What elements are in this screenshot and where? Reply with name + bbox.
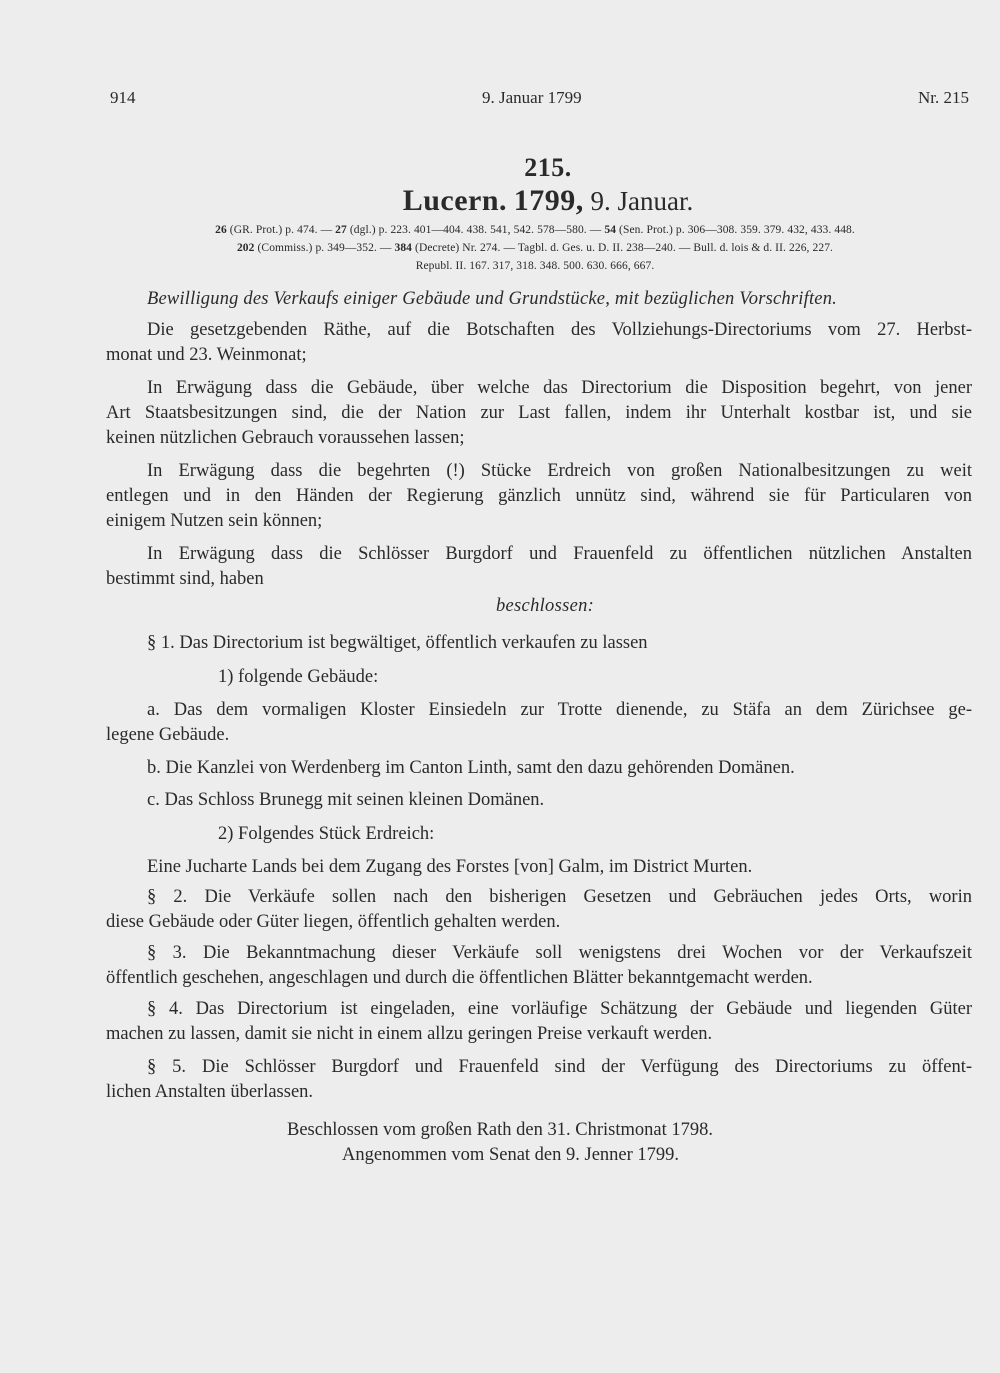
whereas-line: In Erwägung dass die Schlösser Burgdorf und Frauenfeld zu öffentlichen nützlichen Anstalten [147, 544, 972, 564]
document-subject: Bewilligung des Verkaufs einiger Gebäude und Grundstücke, mit bezüglichen Vorschriften. [147, 289, 837, 309]
section-4: machen zu lassen, damit sie nicht in einem allzu geringen Preise verkauft werden. [106, 1024, 713, 1044]
section-1-item-1: 1) folgende Gebäude: [218, 667, 379, 687]
whereas-line: In Erwägung dass die begehrten (!) Stücke Erdreich von großen Nationalbesitzungen zu weit [147, 461, 972, 481]
section-5: lichen Anstalten überlassen. [106, 1082, 314, 1102]
ref-text: (dgl.) p. 223. 401—404. 438. 541, 542. 578—580. — [346, 224, 605, 236]
preamble-line: Die gesetzgebenden Räthe, auf die Botschaften des Vollziehungs-Directoriums vom 27. Herbst- [147, 320, 972, 340]
section-2: § 2. Die Verkäufe sollen nach den bisherigen Gesetzen und Gebräuchen jedes Orts, worin [147, 887, 972, 907]
section-1-item-a: a. Das dem vormaligen Kloster Einsiedeln zur Trotte dienende, zu Stäfa an dem Zürichsee ge- [147, 700, 972, 720]
section-1-item-c: c. Das Schloss Brunegg mit seinen kleinen Domänen. [147, 790, 545, 810]
ref-text: (Commiss.) p. 349—352. — [254, 242, 395, 254]
document-title [0, 184, 1000, 218]
resolved-heading: beschlossen: [496, 596, 595, 616]
closing-accepted: Angenommen vom Senat den 9. Jenner 1799. [342, 1145, 680, 1165]
ref-bold: 384 [394, 242, 413, 254]
ref-bold: 27 [335, 224, 347, 236]
whereas-line: Art Staatsbesitzungen sind, die der Nation zur Last fallen, indem ihr Unterhalt kostbar ist, und sie [106, 403, 972, 423]
ref-bold: 202 [236, 242, 255, 254]
section-1-item-2-text: Eine Jucharte Lands bei dem Zugang des Forstes [von] Galm, im District Murten. [147, 857, 753, 877]
section-2: diese Gebäude oder Güter liegen, öffentlich gehalten werden. [106, 912, 561, 932]
whereas-line: keinen nützlichen Gebrauch voraussehen lassen; [106, 428, 465, 448]
place-name: Lucern. [402, 184, 508, 217]
header-document-number: Nr. 215 [918, 88, 969, 107]
whereas-line: entlegen und in den Händen der Regierung gänzlich unnütz sind, während sie für Particularen von [106, 486, 972, 506]
section-1-item-2: 2) Folgendes Stück Erdreich: [218, 824, 435, 844]
reference-line-1 [0, 224, 1000, 236]
whereas-line: In Erwägung dass die Gebäude, über welche das Directorium die Disposition begehrt, von jener [147, 378, 972, 398]
section-1: § 1. Das Directorium ist begwältiget, öffentlich verkaufen zu lassen [147, 633, 648, 653]
header-date: 9. Januar 1799 [482, 88, 582, 107]
whereas-line: bestimmt sind, haben [106, 569, 264, 589]
ref-bold: 54 [604, 224, 617, 236]
section-3: öffentlich geschehen, angeschlagen und durch die öffentlichen Blätter bekanntgemacht werden. [106, 968, 813, 988]
section-3: § 3. Die Bekanntmachung dieser Verkäufe soll wenigstens drei Wochen vor der Verkaufszeit [147, 943, 972, 963]
preamble-line: monat und 23. Weinmonat; [106, 345, 307, 365]
ref-text: (Sen. Prot.) p. 306—308. 359. 379. 432, 433. 448. [616, 224, 855, 236]
section-1-item-b: b. Die Kanzlei von Werdenberg im Canton Linth, samt den dazu gehörenden Domänen. [147, 758, 795, 778]
reference-line-3: Republ. II. 167. 317, 318. 348. 500. 630. 666, 667. [415, 260, 655, 272]
title-year: 1799, [513, 184, 584, 217]
document-number: 215. [524, 153, 572, 182]
ref-text: (Decrete) Nr. 274. — Tagbl. d. Ges. u. D. II. 238—240. — Bull. d. lois & d. II. 226, 227. [412, 242, 834, 254]
section-4: § 4. Das Directorium ist eingeladen, eine vorläufige Schätzung der Gebäude und liegenden Güter [147, 999, 972, 1019]
ref-text: (GR. Prot.) p. 474. — [226, 224, 336, 236]
reference-line-2 [0, 242, 1000, 254]
section-5: § 5. Die Schlösser Burgdorf und Frauenfeld sind der Verfügung des Directoriums zu öffent- [147, 1057, 972, 1077]
whereas-line: einigem Nutzen sein können; [106, 511, 323, 531]
page-number: 914 [110, 88, 136, 107]
title-date: 9. Januar. [590, 186, 694, 216]
closing-resolved: Beschlossen vom großen Rath den 31. Christmonat 1798. [287, 1120, 713, 1140]
ref-bold: 26 [215, 224, 227, 236]
section-1-item-a: legene Gebäude. [106, 725, 230, 745]
